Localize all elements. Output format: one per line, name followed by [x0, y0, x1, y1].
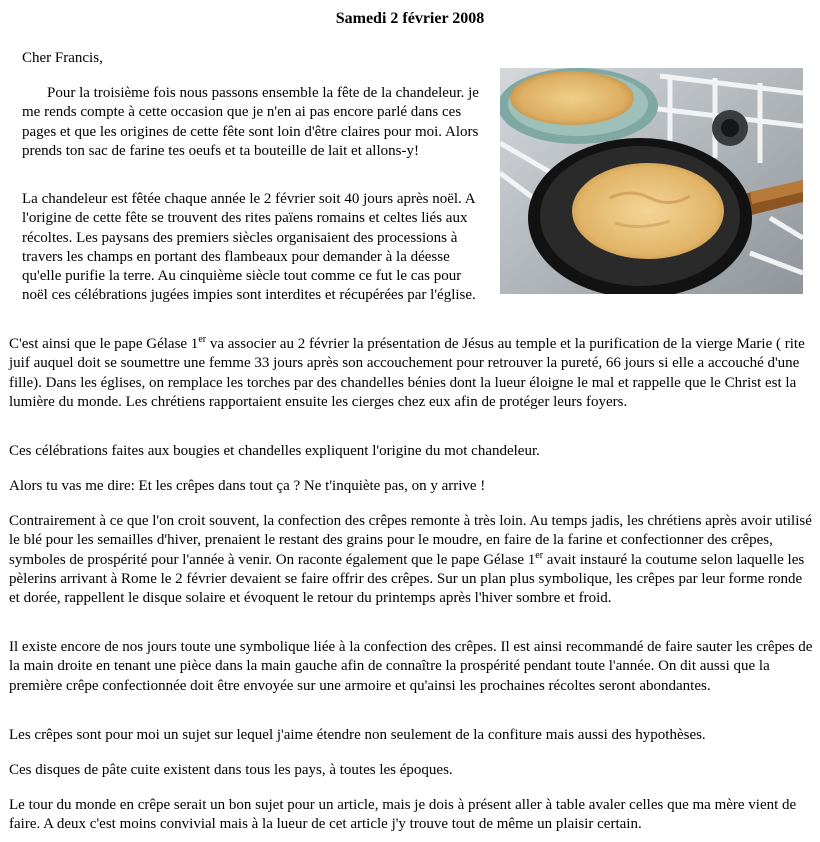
paragraph-history: Contrairement à ce que l'on croit souvent, la confection des crêpes remonte à très loin. Au temps jadis, les chrétiens après avoir utilisé le blé pour les semailles d'hiver, prenaient le restant des grains pour le moudre, en faire de la farine et confectionner des crêpes, symboles de prospérité pour l'année à venir. On raconte également que le pape Gélase 1er avait instauré la coutume selon laquelle les pèlerins arrivant à Rome le 2 février devaient se faire offrir des crêpes. Sur un plan plus symbolique, les crêpes par leur forme ronde et dorée, rappellent le disque solaire et évoquent le retour du printemps après l'hiver sombre et froid. [9, 513, 812, 607]
paragraph-question: Alors tu vas me dire: Et les crêpes dans tout ça ? Ne t'inquiète pas, on y arrive ! [9, 478, 486, 494]
crepes-photo [500, 68, 803, 294]
salutation: Cher Francis, [22, 50, 103, 66]
paragraph-closing: Le tour du monde en crêpe serait un bon sujet pour un article, mais je dois à présent aller à table avaler celles que ma mère vient de faire. A deux c'est moins convivial mais à la lueur de cet article j'y trouve tout de même un plaisir certain. [9, 797, 797, 833]
paragraph-candles: Ces célébrations faites aux bougies et chandelles expliquent l'origine du mot chandeleur. [9, 443, 540, 459]
paragraph-everywhere: Ces disques de pâte cuite existent dans tous les pays, à toutes les époques. [9, 762, 453, 778]
paragraph-symbolism: Il existe encore de nos jours toute une symbolique liée à la confection des crêpes. Il est ainsi recommandé de faire sauter les crêpes de la main droite en tenant une pièce dans la main gauche afin de connaître la prospérité pendant toute l'année. On dit aussi que la première crêpe confectionnée doit être envoyée sur une armoire et qu'ainsi les prochaines récoltes seront abondantes. [9, 639, 813, 694]
page-title: Samedi 2 février 2008 [335, 10, 485, 27]
paragraph-hypotheses: Les crêpes sont pour moi un sujet sur lequel j'aime étendre non seulement de la confiture mais aussi des hypothèses. [9, 727, 706, 743]
paragraph-origins: La chandeleur est fêtée chaque année le 2 février soit 40 jours après noël. A l'origine de cette fête se trouvent des rites païens romains et celtes liés aux récoltes. Les paysans des premiers siècles organisaient des processions à travers les champs en portant des flambeaux pour demander à la déesse qu'elle purifie la terre. Au cinquième siècle tout comme ce fut le cas pour noël ces célébrations jugées impies sont interdites et récupérées par l'église. [22, 191, 476, 304]
crepes-pan-image [500, 68, 803, 294]
paragraph-intro: Pour la troisième fois nous passons ensemble la fête de la chandeleur. je me rends compte à cette occasion que je n'en ai pas encore parlé dans ces pages et que les origines de cette fête sont loin d'être claires pour moi. Alors prends ton sac de farine tes oeufs et ta bouteille de lait et allons-y! [22, 85, 479, 159]
paragraph-pope-gelase: C'est ainsi que le pape Gélase 1er va associer au 2 février la présentation de Jésus au temple et la purification de la vierge Marie ( rite juif auquel doit se soumettre une femme 33 jours après son accouchement pour retrouver la pureté, 66 jours si elle a accouché d'une fille). Dans les églises, on remplace les torches par des chandelles bénies dont la lueur éloigne le mal et rappelle que le Christ est la lumière du monde. Les chrétiens rapportaient ensuite les cierges chez eux afin de protéger leurs foyers. [9, 334, 805, 410]
